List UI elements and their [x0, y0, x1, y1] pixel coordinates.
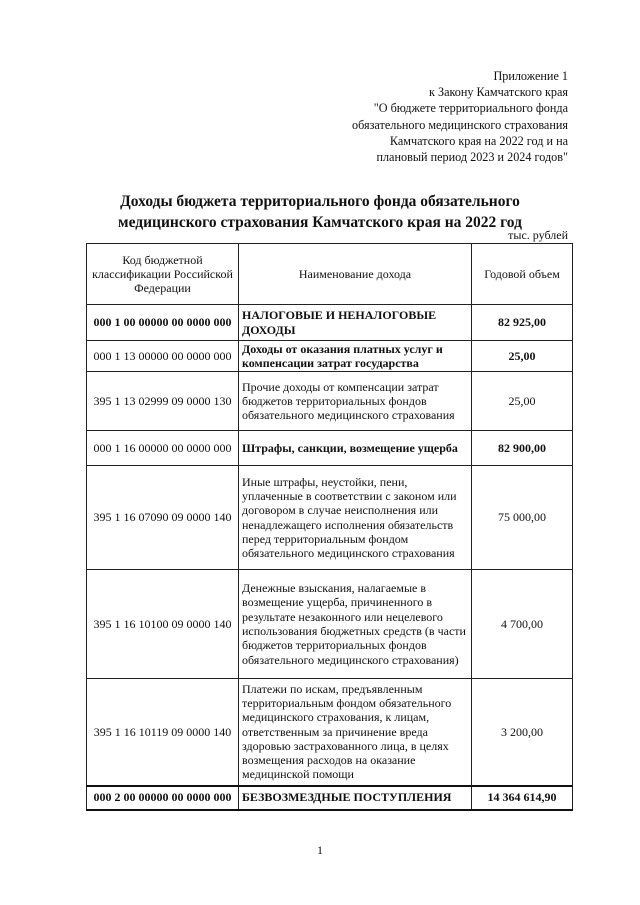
row-name: НАЛОГОВЫЕ И НЕНАЛОГОВЫЕ ДОХОДЫ	[239, 305, 472, 341]
table-row	[87, 786, 573, 810]
row-amount: 82 900,00	[472, 431, 573, 466]
row-amount: 75 000,00	[472, 466, 573, 570]
units-label: тыс. рублей	[508, 228, 568, 242]
appendix-line: "О бюджете территориального фонда	[373, 101, 568, 116]
row-name: Денежные взыскания, налагаемые в возмещение ущерба, причиненного в результате незаконного или нецелевого использования бюджетных средств (в части бюджетов территориальных фондов обязательного медицинского страхования)	[239, 570, 472, 679]
row-name: Иные штрафы, неустойки, пени, уплаченные в соответствии с законом или договором в случае неисполнения или ненадлежащего исполнения обязательств перед территориальным фондом обязательного медицинского страхования	[239, 466, 472, 570]
table-row	[87, 305, 573, 341]
row-name: БЕЗВОЗМЕЗДНЫЕ ПОСТУПЛЕНИЯ	[239, 786, 472, 810]
row-amount: 25,00	[472, 341, 573, 372]
title-line-1: Доходы бюджета территориального фонда обязательного	[120, 193, 520, 210]
row-name: Доходы от оказания платных услуг и компенсации затрат государства	[239, 341, 472, 372]
table-header-row	[87, 244, 573, 305]
appendix-line: к Закону Камчатского края	[429, 85, 568, 100]
document-title	[0, 191, 640, 233]
row-code: 000 1 16 00000 00 0000 000	[87, 431, 239, 466]
header-code: Код бюджетной классификации Российской Федерации	[87, 244, 239, 305]
title-line-2: медицинского страхования Камчатского края на 2022 год	[118, 214, 522, 231]
row-amount: 25,00	[472, 372, 573, 431]
row-amount: 4 700,00	[472, 570, 573, 679]
row-name: Штрафы, санкции, возмещение ущерба	[239, 431, 472, 466]
appendix-line: плановый период 2023 и 2024 годов"	[376, 150, 568, 165]
table-row	[87, 679, 573, 786]
page-number: 1	[317, 843, 323, 857]
row-code: 395 1 16 07090 09 0000 140	[87, 466, 239, 570]
row-name: Прочие доходы от компенсации затрат бюджетов территориальных фондов обязательного медицинского страхования	[239, 372, 472, 431]
row-code: 395 1 13 02999 09 0000 130	[87, 372, 239, 431]
row-code: 395 1 16 10100 09 0000 140	[87, 570, 239, 679]
table-row	[87, 466, 573, 570]
revenue-table	[86, 243, 573, 811]
appendix-line: Приложение 1	[493, 69, 568, 83]
appendix-line: обязательного медицинского страхования	[352, 117, 568, 132]
appendix-header	[238, 68, 568, 165]
row-code: 000 1 00 00000 00 0000 000	[87, 305, 239, 341]
row-name: Платежи по искам, предъявленным территориальным фондом обязательного медицинского страхования, к лицам, ответственным за причинение вреда здоровью застрахованного лица, в целях возмещения расходов на оказание медицинской помощи	[239, 679, 472, 786]
appendix-line: Камчатского края на 2022 год и на	[389, 133, 568, 148]
table-row	[87, 431, 573, 466]
table-row	[87, 372, 573, 431]
row-code: 000 2 00 00000 00 0000 000	[87, 786, 239, 810]
row-amount: 3 200,00	[472, 679, 573, 786]
table-row	[87, 341, 573, 372]
row-amount: 14 364 614,90	[472, 786, 573, 810]
table-row	[87, 570, 573, 679]
header-name: Наименование дохода	[239, 244, 472, 305]
header-amount: Годовой объем	[472, 244, 573, 305]
row-code: 000 1 13 00000 00 0000 000	[87, 341, 239, 372]
row-code: 395 1 16 10119 09 0000 140	[87, 679, 239, 786]
row-amount: 82 925,00	[472, 305, 573, 341]
